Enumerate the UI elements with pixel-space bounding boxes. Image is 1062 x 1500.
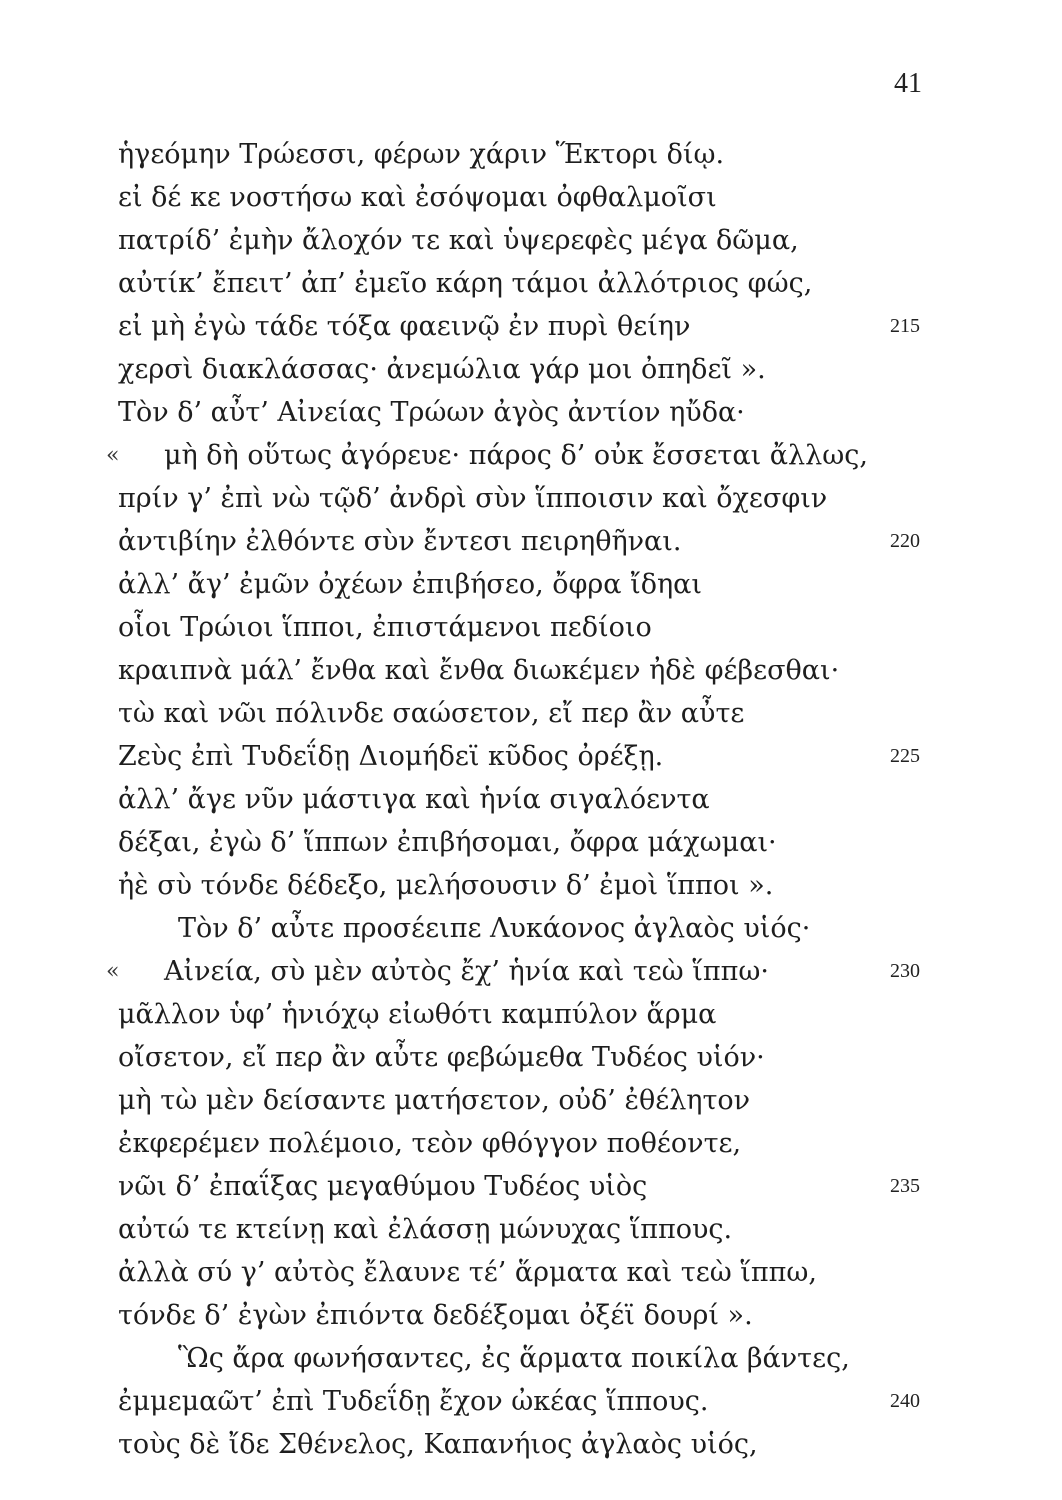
verse-text: οἴσετον, εἴ περ ἂν αὖτε φεβώμεθα Τυδέος υἱόν· bbox=[118, 1042, 765, 1073]
verse-text: πατρίδ’ ἐμὴν ἄλοχόν τε καὶ ὑψερεφὲς μέγα δῶμα, bbox=[118, 225, 799, 256]
verse-line bbox=[118, 1251, 938, 1294]
verse-line bbox=[118, 649, 938, 692]
verse-line bbox=[118, 1423, 938, 1466]
verse-text: Αἰνεία, σὺ μὲν αὐτὸς ἔχ’ ἡνία καὶ τεὼ ἵππω· bbox=[164, 956, 769, 987]
line-number: 225 bbox=[890, 745, 920, 767]
verse-text: δέξαι, ἐγὼ δ’ ἵππων ἐπιβήσομαι, ὄφρα μάχωμαι· bbox=[118, 827, 777, 858]
verse-line bbox=[118, 1294, 938, 1337]
verse-text: χερσὶ διακλάσσας· ἀνεμώλια γάρ μοι ὀπηδεῖ ». bbox=[118, 354, 766, 385]
line-number: 215 bbox=[890, 315, 920, 337]
verse-text: Ὣς ἄρα φωνήσαντες, ἐς ἅρματα ποικίλα βάντες, bbox=[178, 1343, 850, 1374]
verse-line bbox=[118, 176, 938, 219]
verse-text: τοὺς δὲ ἴδε Σθένελος, Καπανήιος ἀγλαὸς υἱός, bbox=[118, 1429, 758, 1460]
verse-line bbox=[118, 1165, 938, 1208]
verse-block bbox=[106, 133, 938, 1466]
verse-line bbox=[118, 1380, 938, 1423]
verse-text: Τὸν δ’ αὖτε προσέειπε Λυκάονος ἀγλαὸς υἱός· bbox=[178, 913, 811, 944]
verse-text: ἠὲ σὺ τόνδε δέδεξο, μελήσουσιν δ’ ἐμοὶ ἵπποι ». bbox=[118, 870, 774, 901]
verse-text: ἡγεόμην Τρώεσσι, φέρων χάριν Ἕκτορι δίῳ. bbox=[118, 139, 725, 170]
verse-text: Τὸν δ’ αὖτ’ Αἰνείας Τρώων ἀγὸς ἀντίον ηὔδα· bbox=[118, 397, 745, 428]
verse-text: ἀλλ’ ἄγ’ ἐμῶν ὀχέων ἐπιβήσεο, ὄφρα ἴδηαι bbox=[118, 569, 702, 600]
verse-line bbox=[118, 778, 938, 821]
verse-text: εἰ δέ κε νοστήσω καὶ ἐσόψομαι ὀφθαλμοῖσι bbox=[118, 182, 717, 213]
verse-line bbox=[118, 993, 938, 1036]
verse-text: μὴ δὴ οὕτως ἀγόρευε· πάρος δ’ οὐκ ἔσσεται ἄλλως, bbox=[164, 440, 868, 471]
verse-line bbox=[118, 907, 938, 950]
verse-text: μὴ τὼ μὲν δείσαντε ματήσετον, οὐδ’ ἐθέλητον bbox=[118, 1085, 751, 1116]
verse-line bbox=[106, 950, 938, 993]
verse-text: αὐτίκ’ ἔπειτ’ ἀπ’ ἐμεῖο κάρη τάμοι ἀλλότριος φώς, bbox=[118, 268, 813, 299]
verse-line bbox=[118, 348, 938, 391]
verse-text: πρίν γ’ ἐπὶ νὼ τῷδ’ ἀνδρὶ σὺν ἵπποισιν καὶ ὄχεσφιν bbox=[118, 483, 828, 514]
verse-text: ἀλλ’ ἄγε νῦν μάστιγα καὶ ἡνία σιγαλόεντα bbox=[118, 784, 710, 815]
verse-line bbox=[118, 219, 938, 262]
line-number: 220 bbox=[890, 530, 920, 552]
line-number: 230 bbox=[890, 960, 920, 982]
verse-line bbox=[118, 133, 938, 176]
verse-line bbox=[118, 520, 938, 563]
verse-text: μᾶλλον ὑφ’ ἡνιόχῳ εἰωθότι καμπύλον ἅρμα bbox=[118, 999, 717, 1030]
verse-line bbox=[118, 563, 938, 606]
verse-line bbox=[118, 1122, 938, 1165]
opening-quote-mark: « bbox=[106, 443, 120, 468]
verse-line bbox=[118, 1208, 938, 1251]
verse-line bbox=[118, 1079, 938, 1122]
verse-text: ἐμμεμαῶτ’ ἐπὶ Τυδεΐδῃ ἔχον ὠκέας ἵππους. bbox=[118, 1386, 709, 1417]
verse-text: νῶι δ’ ἐπαΐξας μεγαθύμου Τυδέος υἱὸς bbox=[118, 1171, 648, 1202]
verse-line bbox=[118, 821, 938, 864]
verse-line bbox=[118, 692, 938, 735]
opening-quote-mark: « bbox=[106, 959, 120, 984]
verse-text: οἷοι Τρώιοι ἵπποι, ἐπιστάμενοι πεδίοιο bbox=[118, 612, 652, 643]
verse-line bbox=[118, 1036, 938, 1079]
verse-text: ἀντιβίην ἐλθόντε σὺν ἔντεσι πειρηθῆναι. bbox=[118, 526, 682, 557]
verse-text: ἀλλὰ σύ γ’ αὐτὸς ἔλαυνε τέ’ ἅρματα καὶ τεὼ ἵππω, bbox=[118, 1257, 817, 1288]
verse-line bbox=[118, 864, 938, 907]
verse-line bbox=[118, 735, 938, 778]
verse-text: ἐκφερέμεν πολέμοιο, τεὸν φθόγγον ποθέοντε, bbox=[118, 1128, 742, 1159]
verse-line bbox=[106, 434, 938, 477]
verse-text: τὼ καὶ νῶι πόλινδε σαώσετον, εἴ περ ἂν αὖτε bbox=[118, 698, 745, 729]
line-number: 240 bbox=[890, 1390, 920, 1412]
page-number: 41 bbox=[894, 68, 922, 99]
verse-line bbox=[118, 606, 938, 649]
verse-text: τόνδε δ’ ἐγὼν ἐπιόντα δεδέξομαι ὀξέϊ δουρί ». bbox=[118, 1300, 753, 1331]
verse-text: αὐτώ τε κτείνῃ καὶ ἐλάσσῃ μώνυχας ἵππους. bbox=[118, 1214, 733, 1245]
verse-line bbox=[118, 1337, 938, 1380]
verse-line bbox=[118, 477, 938, 520]
verse-line bbox=[118, 262, 938, 305]
verse-line bbox=[118, 391, 938, 434]
line-number: 235 bbox=[890, 1175, 920, 1197]
verse-text: Ζεὺς ἐπὶ Τυδεΐδῃ Διομήδεϊ κῦδος ὀρέξῃ. bbox=[118, 741, 664, 772]
verse-text: κραιπνὰ μάλ’ ἔνθα καὶ ἔνθα διωκέμεν ἠδὲ φέβεσθαι· bbox=[118, 655, 840, 686]
verse-line bbox=[118, 305, 938, 348]
verse-text: εἰ μὴ ἐγὼ τάδε τόξα φαεινῷ ἐν πυρὶ θείην bbox=[118, 311, 691, 342]
